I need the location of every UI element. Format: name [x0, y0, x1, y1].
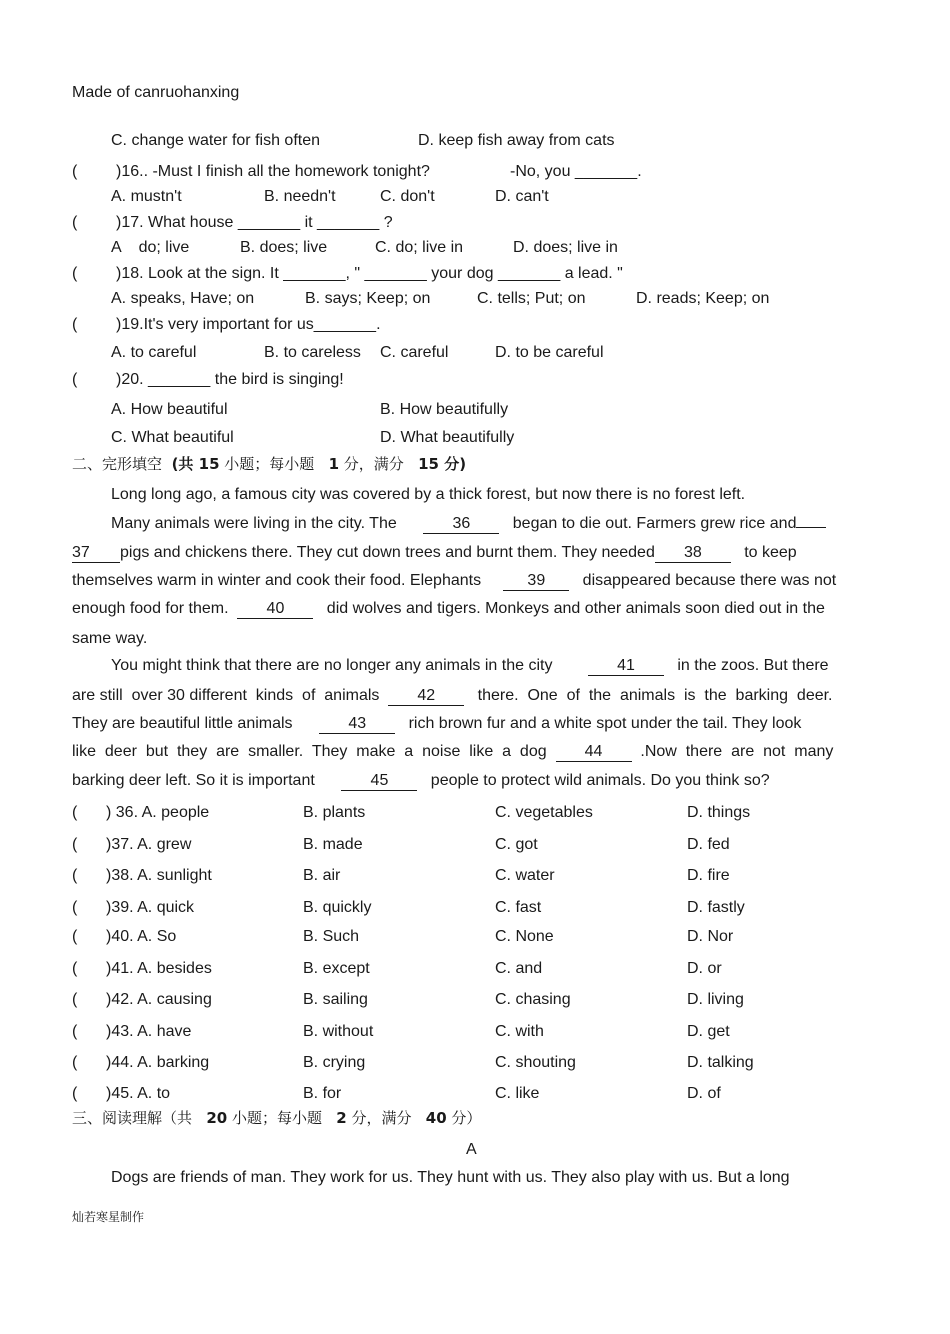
cloze-43-option-b: B. without [303, 1023, 374, 1040]
section3-p4: 分） [446, 1109, 482, 1127]
q19-stem: )19.It's very important for us_______. [116, 316, 381, 333]
q20-option-d: D. What beautifully [380, 429, 515, 446]
passage-text: pigs and chickens there. They cut down trees and burnt them. They needed [120, 544, 655, 561]
blank-40: 40 [237, 600, 313, 619]
q17-option-b: B. does; live [240, 239, 328, 256]
q20-option-a: A. How beautiful [111, 401, 228, 418]
passage-line [72, 571, 836, 591]
cloze-42-option-b: B. sailing [303, 991, 368, 1008]
q19-option-b: B. to careless [264, 344, 361, 361]
passage-text: Many animals were living in the city. The [111, 515, 397, 532]
q16-reply: -No, you _______. [510, 163, 642, 180]
blank-41: 41 [588, 657, 664, 676]
cloze-44-option-c: C. shouting [495, 1054, 576, 1071]
cloze-question-38: )38. A. sunlight [106, 867, 212, 884]
section3-points: 2 [336, 1109, 347, 1127]
q15-option-c: C. change water for fish often [111, 132, 320, 149]
cloze-37-option-c: C. got [495, 836, 538, 853]
cloze-44-option-b: B. crying [303, 1054, 366, 1071]
cloze-39-option-b: B. quickly [303, 899, 372, 916]
passage-text: rich brown fur and a white spot under the tail. They look [408, 715, 802, 732]
cloze-question-39: )39. A. quick [106, 899, 195, 916]
passage-line [72, 771, 770, 791]
passage-line [111, 656, 829, 676]
answer-paren: ( [72, 867, 78, 884]
answer-paren: ( [72, 1085, 78, 1102]
q19-option-a: A. to careful [111, 344, 197, 361]
answer-paren: ( [72, 265, 78, 282]
answer-paren: ( [72, 899, 78, 916]
q20-stem: )20. _______ the bird is singing! [116, 371, 344, 388]
answer-paren: ( [72, 163, 78, 180]
q17-option-c: C. do; live in [375, 239, 464, 256]
cloze-36-option-d: D. things [687, 804, 751, 821]
cloze-38-option-b: B. air [303, 867, 341, 884]
q17-option-d: D. does; live in [513, 239, 618, 256]
passage-line [72, 742, 833, 762]
cloze-41-option-c: C. and [495, 960, 543, 977]
blank-45: 45 [341, 772, 417, 791]
answer-paren: ( [72, 804, 78, 821]
q16-option-b: B. needn't [264, 188, 336, 205]
section2-prefix: 二、完形填空 [72, 455, 163, 473]
passage-text: enough food for them. [72, 600, 229, 617]
passage-p1: Long long ago, a famous city was covered by a thick forest, but now there is no forest left. [111, 486, 746, 503]
blank-44: 44 [556, 743, 632, 762]
section2-p2: 小题；每小题 [219, 455, 329, 473]
q20-option-b: B. How beautifully [380, 401, 509, 418]
answer-paren: ( [72, 371, 78, 388]
blank-42: 42 [388, 687, 464, 706]
cloze-41-option-b: B. except [303, 960, 370, 977]
passage-line [111, 514, 826, 534]
passage-text: themselves warm in winter and cook their food. Elephants [72, 572, 482, 589]
cloze-question-40: )40. A. So [106, 928, 177, 945]
cloze-39-option-c: C. fast [495, 899, 542, 916]
q16-option-c: C. don't [380, 188, 435, 205]
blank-37-lead [796, 527, 826, 528]
answer-paren: ( [72, 316, 78, 333]
section2-total: 15 [418, 455, 439, 473]
answer-paren: ( [72, 214, 78, 231]
cloze-37-option-d: D. fed [687, 836, 730, 853]
passage-text: are still over 30 different kinds of animals [72, 687, 380, 704]
section2-heading [72, 454, 466, 474]
q18-stem: )18. Look at the sign. It _______, " _______ your dog _______ a lead. " [116, 265, 623, 282]
passage-line [72, 686, 833, 706]
cloze-40-option-c: C. None [495, 928, 554, 945]
q16-option-a: A. mustn't [111, 188, 182, 205]
passage-text: like deer but they are smaller. They make a noise like a dog [72, 743, 547, 760]
cloze-question-36: ) 36. A. people [106, 804, 210, 821]
q19-option-c: C. careful [380, 344, 449, 361]
section2-p1: (共 [171, 455, 199, 473]
cloze-43-option-c: C. with [495, 1023, 544, 1040]
passage-text: began to die out. Farmers grew rice and [512, 515, 797, 532]
section3-p3: 分，满分 [346, 1109, 426, 1127]
section3-p2: 小题；每小题 [227, 1109, 337, 1127]
passage-text: to keep [744, 544, 797, 561]
answer-paren: ( [72, 960, 78, 977]
reading-a-start: Dogs are friends of man. They work for us. They hunt with us. They also play with us. But a long [111, 1169, 790, 1186]
passage-text: people to protect wild animals. Do you think so? [430, 772, 770, 789]
blank-43: 43 [319, 715, 395, 734]
section2-count: 15 [198, 455, 220, 473]
passage-line [72, 543, 797, 563]
q18-option-b: B. says; Keep; on [305, 290, 431, 307]
q17-stem: )17. What house _______ it _______ ? [116, 214, 393, 231]
q16-option-d: D. can't [495, 188, 549, 205]
passage-text: same way. [72, 630, 148, 647]
blank-36: 36 [423, 515, 499, 534]
cloze-37-option-b: B. made [303, 836, 363, 853]
passage-text: did wolves and tigers. Monkeys and other animals soon died out in the [326, 600, 825, 617]
passage-text: disappeared because there was not [582, 572, 837, 589]
passage-text: You might think that there are no longer any animals in the city [111, 657, 553, 674]
cloze-41-option-d: D. or [687, 960, 722, 977]
section3-total: 40 [425, 1109, 447, 1127]
answer-paren: ( [72, 1054, 78, 1071]
cloze-39-option-d: D. fastly [687, 899, 745, 916]
cloze-42-option-d: D. living [687, 991, 744, 1008]
blank-37: 37 [72, 544, 120, 563]
cloze-45-option-b: B. for [303, 1085, 342, 1102]
cloze-42-option-c: C. chasing [495, 991, 571, 1008]
cloze-38-option-c: C. water [495, 867, 555, 884]
cloze-45-option-d: D. of [687, 1085, 721, 1102]
cloze-45-option-c: C. like [495, 1085, 540, 1102]
passage-line [72, 599, 825, 619]
blank-38: 38 [655, 544, 731, 563]
passage-text: .Now there are not many [640, 743, 834, 760]
cloze-question-37: )37. A. grew [106, 836, 192, 853]
passage-text: barking deer left. So it is important [72, 772, 315, 789]
page-footer: 灿若寒星制作 [72, 1210, 145, 1224]
cloze-36-option-c: C. vegetables [495, 804, 593, 821]
q18-option-c: C. tells; Put; on [477, 290, 586, 307]
cloze-question-41: )41. A. besides [106, 960, 212, 977]
q15-option-d: D. keep fish away from cats [418, 132, 615, 149]
q19-option-d: D. to be careful [495, 344, 604, 361]
q16-stem: )16.. -Must I finish all the homework tonight? [116, 163, 430, 180]
answer-paren: ( [72, 1023, 78, 1040]
q18-option-a: A. speaks, Have; on [111, 290, 255, 307]
cloze-question-44: )44. A. barking [106, 1054, 210, 1071]
cloze-44-option-d: D. talking [687, 1054, 754, 1071]
section2-points: 1 [328, 455, 340, 473]
passage-text: in the zoos. But there [677, 657, 829, 674]
cloze-question-42: )42. A. causing [106, 991, 212, 1008]
page-header: Made of canruohanxing [72, 84, 240, 101]
blank-39: 39 [503, 572, 569, 591]
section2-p3: 分，满分 [339, 455, 419, 473]
answer-paren: ( [72, 928, 78, 945]
passage-text: They are beautiful little animals [72, 715, 293, 732]
cloze-question-45: )45. A. to [106, 1085, 171, 1102]
section3-heading [72, 1108, 481, 1128]
passage-line [72, 714, 801, 734]
cloze-question-43: )43. A. have [106, 1023, 192, 1040]
q20-option-c: C. What beautiful [111, 429, 234, 446]
answer-paren: ( [72, 836, 78, 853]
cloze-36-option-b: B. plants [303, 804, 366, 821]
answer-paren: ( [72, 991, 78, 1008]
section3-p1: 三、阅读理解（共 [72, 1109, 207, 1127]
q18-option-d: D. reads; Keep; on [636, 290, 770, 307]
cloze-43-option-d: D. get [687, 1023, 730, 1040]
passage-text: there. One of the animals is the barking deer. [477, 687, 833, 704]
cloze-38-option-d: D. fire [687, 867, 730, 884]
section2-p4: 分) [438, 455, 467, 473]
cloze-40-option-b: B. Such [303, 928, 360, 945]
cloze-40-option-d: D. Nor [687, 928, 734, 945]
q17-option-a: A do; live [111, 239, 190, 256]
reading-a-title: A [466, 1141, 477, 1158]
section3-count: 20 [206, 1109, 228, 1127]
